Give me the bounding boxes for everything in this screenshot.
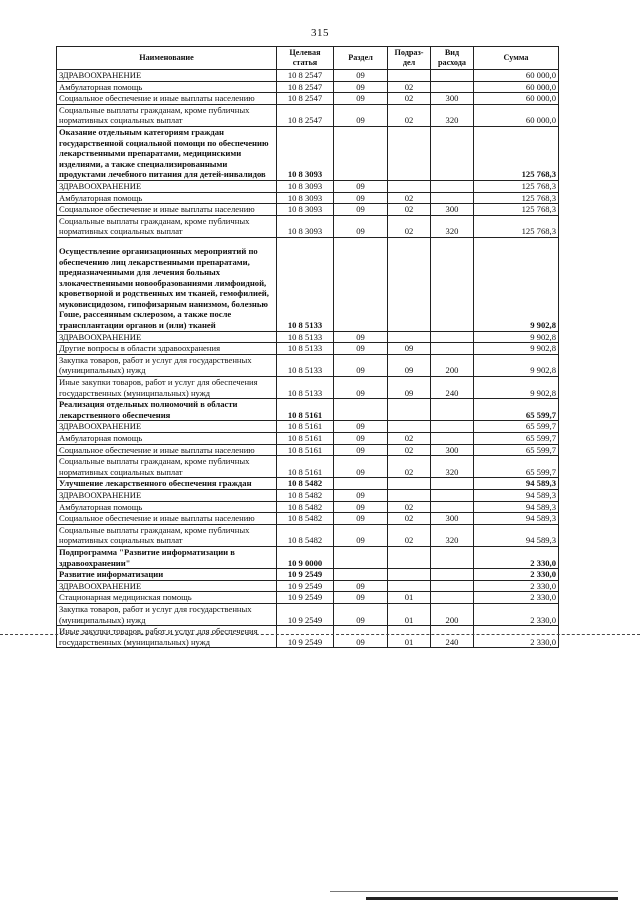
table-row bbox=[57, 501, 559, 513]
row-section: 09 bbox=[334, 104, 388, 126]
row-expense-type bbox=[431, 569, 474, 581]
column-header-name: Наименование bbox=[57, 47, 277, 70]
row-subsection bbox=[388, 237, 431, 331]
row-name: Другие вопросы в области здравоохранения bbox=[57, 343, 277, 355]
row-section: 09 bbox=[334, 592, 388, 604]
row-section bbox=[334, 126, 388, 180]
row-target-code: 10 8 5161 bbox=[277, 433, 334, 445]
row-amount: 125 768,3 bbox=[474, 180, 559, 192]
row-target-code: 10 8 5161 bbox=[277, 444, 334, 456]
row-target-code: 10 8 5161 bbox=[277, 421, 334, 433]
row-target-code: 10 8 2547 bbox=[277, 104, 334, 126]
page-number: 315 bbox=[311, 27, 329, 39]
row-expense-type: 320 bbox=[431, 524, 474, 546]
row-target-code: 10 8 3093 bbox=[277, 180, 334, 192]
row-amount: 65 599,7 bbox=[474, 421, 559, 433]
row-target-code: 10 8 5161 bbox=[277, 456, 334, 478]
row-section: 09 bbox=[334, 343, 388, 355]
row-expense-type bbox=[431, 192, 474, 204]
row-subsection: 02 bbox=[388, 444, 431, 456]
table-row bbox=[57, 546, 559, 568]
row-subsection: 01 bbox=[388, 592, 431, 604]
row-name: Социальное обеспечение и иные выплаты населению bbox=[57, 444, 277, 456]
row-expense-type: 320 bbox=[431, 215, 474, 237]
row-subsection: 01 bbox=[388, 626, 431, 648]
row-subsection: 02 bbox=[388, 81, 431, 93]
row-amount: 60 000,0 bbox=[474, 70, 559, 82]
row-expense-type bbox=[431, 70, 474, 82]
row-subsection bbox=[388, 421, 431, 433]
row-expense-type bbox=[431, 546, 474, 568]
row-amount: 2 330,0 bbox=[474, 569, 559, 581]
row-name: Социальные выплаты гражданам, кроме публичных нормативных социальных выплат bbox=[57, 215, 277, 237]
row-section bbox=[334, 478, 388, 490]
row-target-code: 10 9 2549 bbox=[277, 603, 334, 625]
budget-table bbox=[56, 46, 559, 648]
row-expense-type bbox=[431, 180, 474, 192]
row-name: Амбулаторная помощь bbox=[57, 501, 277, 513]
table-row bbox=[57, 489, 559, 501]
row-section: 09 bbox=[334, 421, 388, 433]
row-section: 09 bbox=[334, 331, 388, 343]
table-row bbox=[57, 377, 559, 399]
table-row bbox=[57, 592, 559, 604]
scan-edge-line-thin bbox=[330, 891, 618, 892]
row-expense-type: 300 bbox=[431, 204, 474, 216]
row-subsection bbox=[388, 70, 431, 82]
row-name: Социальное обеспечение и иные выплаты населению bbox=[57, 204, 277, 216]
table-header bbox=[57, 47, 559, 70]
row-amount: 94 589,3 bbox=[474, 524, 559, 546]
table-row bbox=[57, 237, 559, 331]
table-row bbox=[57, 421, 559, 433]
row-expense-type: 240 bbox=[431, 377, 474, 399]
row-section: 09 bbox=[334, 433, 388, 445]
column-header-section: Раздел bbox=[334, 47, 388, 70]
row-amount: 9 902,8 bbox=[474, 377, 559, 399]
row-section: 09 bbox=[334, 603, 388, 625]
table-row bbox=[57, 204, 559, 216]
row-amount: 9 902,8 bbox=[474, 354, 559, 376]
row-name: ЗДРАВООХРАНЕНИЕ bbox=[57, 580, 277, 592]
row-amount: 2 330,0 bbox=[474, 592, 559, 604]
row-target-code: 10 8 5482 bbox=[277, 501, 334, 513]
row-subsection: 09 bbox=[388, 377, 431, 399]
row-amount: 65 599,7 bbox=[474, 433, 559, 445]
column-header-subsection: Подраз-дел bbox=[388, 47, 431, 70]
row-expense-type bbox=[431, 580, 474, 592]
row-name: ЗДРАВООХРАНЕНИЕ bbox=[57, 70, 277, 82]
row-subsection: 02 bbox=[388, 433, 431, 445]
row-expense-type bbox=[431, 501, 474, 513]
row-section: 09 bbox=[334, 524, 388, 546]
row-subsection bbox=[388, 478, 431, 490]
row-section: 09 bbox=[334, 81, 388, 93]
table-row bbox=[57, 343, 559, 355]
row-section: 09 bbox=[334, 513, 388, 525]
row-target-code: 10 8 5133 bbox=[277, 354, 334, 376]
row-section: 09 bbox=[334, 93, 388, 105]
row-subsection: 02 bbox=[388, 192, 431, 204]
row-name: Социальные выплаты гражданам, кроме публичных нормативных социальных выплат bbox=[57, 524, 277, 546]
row-name: Оказание отдельным категориям граждан государственной социальной помощи по обеспечению лекарственными препаратами, медицинскими изделиями, а также специализированными продуктами лечебного питания для детей-инвалидов bbox=[57, 126, 277, 180]
row-subsection: 09 bbox=[388, 343, 431, 355]
row-target-code: 10 8 5133 bbox=[277, 331, 334, 343]
table-row bbox=[57, 524, 559, 546]
row-section bbox=[334, 569, 388, 581]
row-subsection bbox=[388, 180, 431, 192]
table-row bbox=[57, 456, 559, 478]
scan-edge-line bbox=[366, 897, 618, 900]
row-section: 09 bbox=[334, 354, 388, 376]
table-row bbox=[57, 478, 559, 490]
row-target-code: 10 9 2549 bbox=[277, 569, 334, 581]
row-section: 09 bbox=[334, 192, 388, 204]
row-target-code: 10 8 5482 bbox=[277, 513, 334, 525]
table-row bbox=[57, 433, 559, 445]
table-row bbox=[57, 93, 559, 105]
row-subsection: 02 bbox=[388, 215, 431, 237]
row-name: Подпрограмма "Развитие информатизации в здравоохранении" bbox=[57, 546, 277, 568]
row-expense-type bbox=[431, 592, 474, 604]
row-subsection bbox=[388, 126, 431, 180]
row-subsection bbox=[388, 331, 431, 343]
table-row bbox=[57, 626, 559, 648]
row-target-code: 10 8 2547 bbox=[277, 81, 334, 93]
row-amount: 65 599,7 bbox=[474, 399, 559, 421]
table-row bbox=[57, 215, 559, 237]
row-amount: 125 768,3 bbox=[474, 215, 559, 237]
row-subsection bbox=[388, 546, 431, 568]
row-expense-type bbox=[431, 421, 474, 433]
row-subsection: 02 bbox=[388, 204, 431, 216]
row-section: 09 bbox=[334, 501, 388, 513]
table-row bbox=[57, 81, 559, 93]
row-expense-type: 200 bbox=[431, 354, 474, 376]
table-row bbox=[57, 126, 559, 180]
table-row bbox=[57, 399, 559, 421]
row-target-code: 10 8 2547 bbox=[277, 70, 334, 82]
column-header-expense-type: Вид расхода bbox=[431, 47, 474, 70]
table-body bbox=[57, 70, 559, 648]
row-subsection: 01 bbox=[388, 603, 431, 625]
row-target-code: 10 8 5133 bbox=[277, 343, 334, 355]
row-section: 09 bbox=[334, 580, 388, 592]
row-name: Социальное обеспечение и иные выплаты населению bbox=[57, 93, 277, 105]
row-section: 09 bbox=[334, 70, 388, 82]
row-target-code: 10 8 3093 bbox=[277, 126, 334, 180]
row-subsection: 02 bbox=[388, 104, 431, 126]
row-name: Социальное обеспечение и иные выплаты населению bbox=[57, 513, 277, 525]
row-name: Амбулаторная помощь bbox=[57, 81, 277, 93]
row-expense-type bbox=[431, 433, 474, 445]
row-target-code: 10 8 5161 bbox=[277, 399, 334, 421]
table-row bbox=[57, 569, 559, 581]
table-row bbox=[57, 70, 559, 82]
row-target-code: 10 9 2549 bbox=[277, 626, 334, 648]
row-amount: 65 599,7 bbox=[474, 444, 559, 456]
table-row bbox=[57, 354, 559, 376]
row-expense-type bbox=[431, 331, 474, 343]
row-subsection bbox=[388, 569, 431, 581]
row-name: Иные закупки товаров, работ и услуг для обеспечения государственных (муниципальных) нужд bbox=[57, 626, 277, 648]
row-subsection bbox=[388, 489, 431, 501]
row-section: 09 bbox=[334, 204, 388, 216]
row-section: 09 bbox=[334, 377, 388, 399]
row-expense-type bbox=[431, 81, 474, 93]
row-expense-type: 320 bbox=[431, 456, 474, 478]
row-amount: 94 589,3 bbox=[474, 489, 559, 501]
row-expense-type bbox=[431, 489, 474, 501]
row-section bbox=[334, 237, 388, 331]
row-amount: 94 589,3 bbox=[474, 501, 559, 513]
row-name: Амбулаторная помощь bbox=[57, 433, 277, 445]
row-name: Реализация отдельных полномочий в области лекарственного обеспечения bbox=[57, 399, 277, 421]
row-subsection bbox=[388, 580, 431, 592]
column-header-code: Целевая статья bbox=[277, 47, 334, 70]
table-row bbox=[57, 331, 559, 343]
row-amount: 125 768,3 bbox=[474, 192, 559, 204]
table-row bbox=[57, 580, 559, 592]
row-expense-type: 300 bbox=[431, 444, 474, 456]
row-amount: 9 902,8 bbox=[474, 237, 559, 331]
row-name: ЗДРАВООХРАНЕНИЕ bbox=[57, 331, 277, 343]
row-name: Иные закупки товаров, работ и услуг для обеспечения государственных (муниципальных) нужд bbox=[57, 377, 277, 399]
row-expense-type: 200 bbox=[431, 603, 474, 625]
table-row bbox=[57, 104, 559, 126]
row-name: Социальные выплаты гражданам, кроме публичных нормативных социальных выплат bbox=[57, 104, 277, 126]
row-subsection: 02 bbox=[388, 513, 431, 525]
column-header-amount: Сумма bbox=[474, 47, 559, 70]
row-expense-type bbox=[431, 237, 474, 331]
row-amount: 2 330,0 bbox=[474, 546, 559, 568]
row-section: 09 bbox=[334, 444, 388, 456]
row-expense-type bbox=[431, 343, 474, 355]
row-section bbox=[334, 546, 388, 568]
row-amount: 2 330,0 bbox=[474, 603, 559, 625]
row-amount: 125 768,3 bbox=[474, 126, 559, 180]
table-row bbox=[57, 513, 559, 525]
row-amount: 65 599,7 bbox=[474, 456, 559, 478]
row-amount: 60 000,0 bbox=[474, 104, 559, 126]
row-section: 09 bbox=[334, 180, 388, 192]
row-amount: 60 000,0 bbox=[474, 93, 559, 105]
row-amount: 9 902,8 bbox=[474, 331, 559, 343]
row-name: Закупка товаров, работ и услуг для государственных (муниципальных) нужд bbox=[57, 354, 277, 376]
row-amount: 125 768,3 bbox=[474, 204, 559, 216]
row-target-code: 10 8 5482 bbox=[277, 489, 334, 501]
row-target-code: 10 8 3093 bbox=[277, 215, 334, 237]
row-name: Развитие информатизации bbox=[57, 569, 277, 581]
row-name: Закупка товаров, работ и услуг для государственных (муниципальных) нужд bbox=[57, 603, 277, 625]
row-name: ЗДРАВООХРАНЕНИЕ bbox=[57, 489, 277, 501]
row-subsection: 02 bbox=[388, 524, 431, 546]
table-row bbox=[57, 444, 559, 456]
row-expense-type: 320 bbox=[431, 104, 474, 126]
table-row bbox=[57, 192, 559, 204]
row-name: ЗДРАВООХРАНЕНИЕ bbox=[57, 421, 277, 433]
row-subsection: 02 bbox=[388, 501, 431, 513]
row-name: Амбулаторная помощь bbox=[57, 192, 277, 204]
table-row bbox=[57, 603, 559, 625]
row-subsection: 02 bbox=[388, 456, 431, 478]
row-amount: 60 000,0 bbox=[474, 81, 559, 93]
row-amount: 2 330,0 bbox=[474, 580, 559, 592]
row-expense-type: 300 bbox=[431, 513, 474, 525]
row-name: Осуществление организационных мероприятий по обеспечению лиц лекарственными препаратами, предназначенными для лечения больных злокачественными новообразованиями лимфоидной, кроветворной и родственных им тканей, гемофилией, муковисцидозом, гипофизарным нанизмом, болезнью Гоше, рассеянным склерозом, а также после трансплантации органов и (или) тканей bbox=[57, 237, 277, 331]
row-target-code: 10 8 3093 bbox=[277, 204, 334, 216]
row-section bbox=[334, 399, 388, 421]
row-target-code: 10 8 2547 bbox=[277, 93, 334, 105]
row-expense-type: 240 bbox=[431, 626, 474, 648]
table-row bbox=[57, 180, 559, 192]
row-amount: 94 589,3 bbox=[474, 478, 559, 490]
row-section: 09 bbox=[334, 489, 388, 501]
row-name: Социальные выплаты гражданам, кроме публичных нормативных социальных выплат bbox=[57, 456, 277, 478]
row-subsection bbox=[388, 399, 431, 421]
row-subsection: 09 bbox=[388, 354, 431, 376]
row-target-code: 10 9 0000 bbox=[277, 546, 334, 568]
row-section: 09 bbox=[334, 215, 388, 237]
row-expense-type bbox=[431, 126, 474, 180]
row-expense-type bbox=[431, 478, 474, 490]
row-target-code: 10 8 5482 bbox=[277, 478, 334, 490]
row-expense-type: 300 bbox=[431, 93, 474, 105]
row-section: 09 bbox=[334, 626, 388, 648]
row-amount: 94 589,3 bbox=[474, 513, 559, 525]
row-target-code: 10 8 5133 bbox=[277, 237, 334, 331]
row-subsection: 02 bbox=[388, 93, 431, 105]
row-target-code: 10 8 5482 bbox=[277, 524, 334, 546]
row-target-code: 10 9 2549 bbox=[277, 580, 334, 592]
row-name: Стационарная медицинская помощь bbox=[57, 592, 277, 604]
row-target-code: 10 9 2549 bbox=[277, 592, 334, 604]
scan-fold-line bbox=[0, 634, 640, 635]
row-name: ЗДРАВООХРАНЕНИЕ bbox=[57, 180, 277, 192]
row-target-code: 10 8 5133 bbox=[277, 377, 334, 399]
row-amount: 9 902,8 bbox=[474, 343, 559, 355]
row-section: 09 bbox=[334, 456, 388, 478]
row-name: Улучшение лекарственного обеспечения граждан bbox=[57, 478, 277, 490]
row-expense-type bbox=[431, 399, 474, 421]
row-target-code: 10 8 3093 bbox=[277, 192, 334, 204]
row-amount: 2 330,0 bbox=[474, 626, 559, 648]
